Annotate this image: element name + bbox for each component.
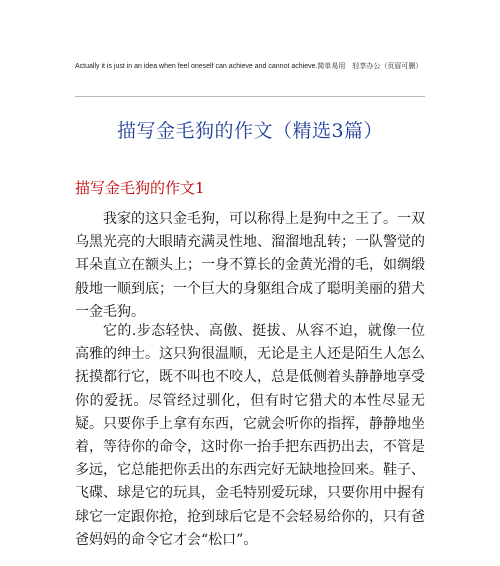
document-title: 描写金毛狗的作文（精选3篇）: [116, 120, 384, 142]
section-title: 描写金毛狗的作文1: [75, 179, 205, 197]
page-header-text: Actually it is just in an idea when feel oneself can achieve and cannot achieve.简单易用 轻享办公（页眉可删）: [75, 63, 423, 70]
header-divider: [75, 96, 425, 97]
paragraph-2: 它的.步态轻快、高傲、挺拔、从容不迫，就像一位高雅的绅士。这只狗很温顺，无论是主人还是陌生人怎么抚摸都行它，既不叫也不咬人，总是低侧着头静静地享受你的爱抚。尽管经过驯化，但有时它猎犬的本性尽显无疑。只要你手上拿有东西，它就会听你的指挥，静静地坐着，等待你的命令，这时你一抬手把东西扔出去，不管是多远，它总能把你丢出的东西完好无缺地捡回来。鞋子、飞碟、球是它的玩具，金毛特别爱玩球，只要你用中握有球它一定跟你抢，抢到球后它是不会轻易给你的，只有爸爸妈妈的命令它才会“松口”。: [75, 323, 425, 548]
paragraph-1: 我家的这只金毛狗，可以称得上是狗中之王了。一双乌黑光亮的大眼睛充满灵性地、溜溜地乱转；一队警觉的耳朵直立在额头上；一身不算长的金黄光滑的毛，如绸缎般地一顺到底；一个巨大的身躯组合成了聪明美丽的猎犬一金毛狗。: [75, 211, 425, 320]
